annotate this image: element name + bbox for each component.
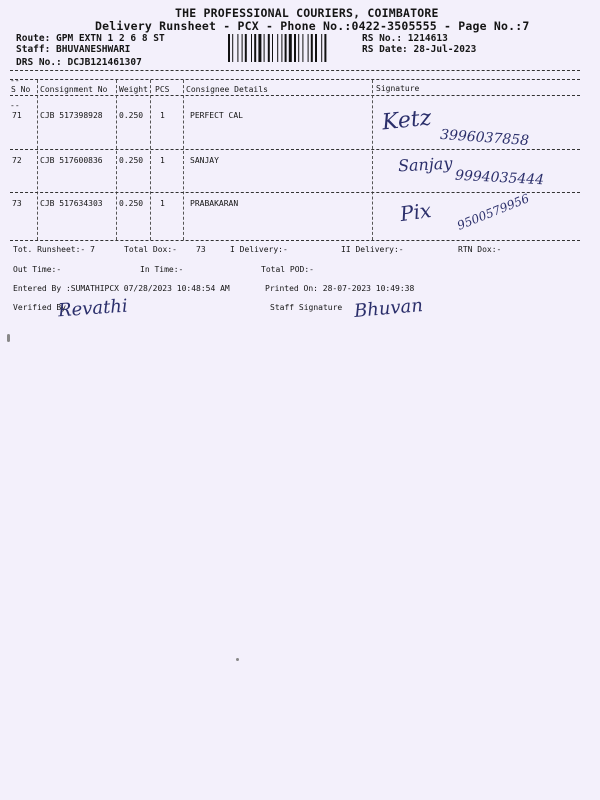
column-header-pcs: PCS	[155, 85, 170, 94]
row-signature: Ketz	[380, 105, 433, 136]
verified-signature: Revathi	[57, 295, 129, 322]
i-delivery-label: I Delivery:-	[230, 245, 288, 254]
row-consignment: CJB 517398928	[40, 111, 103, 120]
out-time-label: Out Time:-	[13, 265, 62, 274]
row-consignee: PERFECT CAL	[190, 111, 243, 120]
scan-speck	[236, 658, 239, 661]
rtn-dox-label: RTN Dox:-	[458, 245, 502, 254]
column-separator	[372, 80, 373, 240]
total-dox-label: Total Dox:-	[124, 245, 177, 254]
row-consignee: SANJAY	[190, 156, 219, 165]
row-pcs: 1	[160, 156, 165, 165]
column-separator	[183, 80, 184, 240]
row-signature-phone: 3996037858	[439, 126, 530, 150]
header-divider	[10, 70, 580, 71]
scan-speck	[7, 334, 10, 342]
row-consignment: CJB 517634303	[40, 199, 103, 208]
column-header-consignee: Consignee Details	[186, 85, 268, 94]
row-signature-phone: 9500579956	[455, 191, 532, 233]
column-separator	[116, 80, 117, 240]
rs-number: RS No.: 1214613	[362, 33, 448, 44]
column-header-signature: Signature	[376, 84, 420, 93]
table-corner-mark: --	[10, 76, 20, 85]
company-title: THE PROFESSIONAL COURIERS, COIMBATORE	[175, 6, 439, 20]
row-consignee: PRABAKARAN	[190, 199, 239, 208]
row-signature-phone: 9994035444	[454, 167, 545, 189]
row-signature: Sanjay	[397, 153, 453, 176]
total-dox-value: 73	[196, 245, 206, 254]
column-separator	[37, 80, 38, 240]
in-time-label: In Time:-	[140, 265, 184, 274]
staff-signature-label: Staff Signature	[270, 303, 343, 312]
row-pcs: 1	[160, 199, 165, 208]
rs-date: RS Date: 28-Jul-2023	[362, 44, 477, 55]
row-sno: 72	[12, 156, 22, 165]
route-label: Route: GPM EXTN 1 2 6 8 ST	[16, 33, 165, 44]
row-weight: 0.250	[119, 199, 144, 208]
drs-number: DRS No.: DCJB121461307	[16, 57, 142, 68]
ii-delivery-label: II Delivery:-	[341, 245, 404, 254]
column-header-consignment: Consignment No	[40, 85, 108, 94]
row-signature: Pix	[398, 197, 433, 227]
row-pcs: 1	[160, 111, 165, 120]
row-weight: 0.250	[119, 111, 144, 120]
row-sno: 71	[12, 111, 22, 120]
staff-label: Staff: BHUVANESHWARI	[16, 44, 131, 55]
column-header-weight: Weight	[119, 85, 148, 94]
column-header-sno: S No	[11, 85, 31, 94]
row-weight: 0.250	[119, 156, 144, 165]
printed-on: Printed On: 28-07-2023 10:49:38	[265, 284, 415, 293]
row-divider	[10, 149, 580, 150]
barcode-image	[228, 34, 356, 62]
table-header-border	[10, 95, 580, 96]
column-separator	[150, 80, 151, 240]
row-divider	[10, 192, 580, 193]
runsheet-title: Delivery Runsheet - PCX - Phone No.:0422-3505555 - Page No.:7	[95, 19, 530, 33]
table-top-border	[10, 79, 580, 80]
tot-runsheet: Tot. Runsheet:- 7	[13, 245, 95, 254]
row-sno: 73	[12, 199, 22, 208]
verified-by-label: Verified By	[13, 303, 66, 312]
row-consignment: CJB 517600836	[40, 156, 103, 165]
table-bottom-border	[10, 240, 580, 241]
total-pod-label: Total POD:-	[261, 265, 314, 274]
entered-by: Entered By :SUMATHIPCX 07/28/2023 10:48:54 AM	[13, 284, 230, 293]
row-mark: --	[10, 101, 20, 110]
staff-signature: Bhuvan	[353, 295, 424, 322]
